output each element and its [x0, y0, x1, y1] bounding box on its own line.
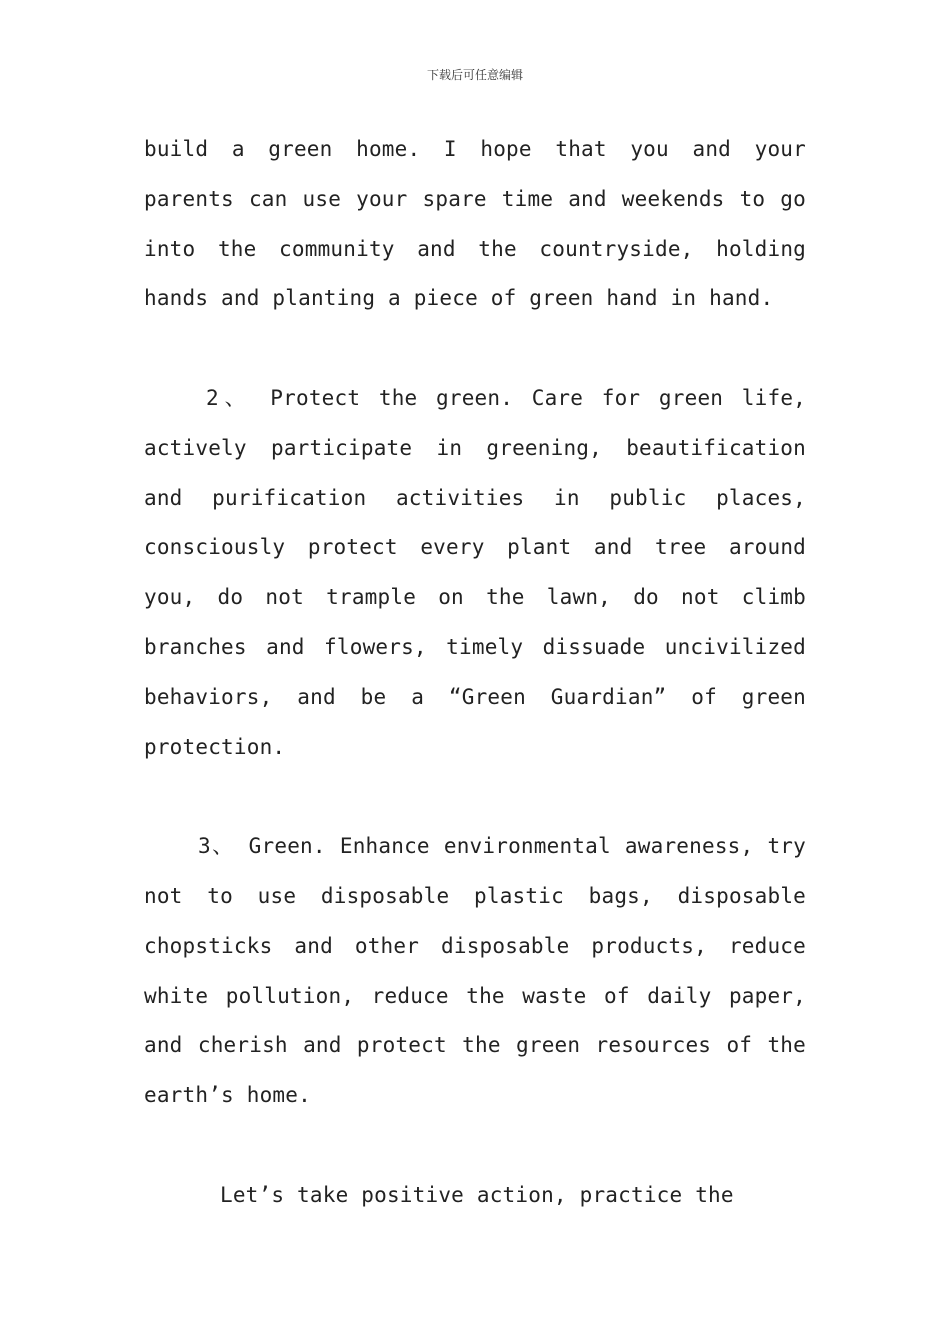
paragraph-spacer — [144, 324, 806, 374]
paragraph-spacer — [144, 772, 806, 822]
paragraph-green-awareness: 3、 Green. Enhance environmental awareness, try not to use disposable plastic bags, disposable chopsticks and other disposable products, reduce white pollution, reduce the waste of daily paper, and cherish and protect the green resources of the earth’s home. — [144, 834, 806, 1108]
paragraph-spacer — [144, 1121, 806, 1171]
paragraph-protect-green: 2、 Protect the green. Care for green life, actively participate in greening, beautification and purification activities in public places, consciously protect every plant and tree around you, do not trample on the lawn, do not climb branches and flowers, timely dissuade uncivilized behaviors, and be a “Green Guardian” of green protection. — [144, 385, 806, 759]
page-header-note: 下载后可任意编辑 — [426, 68, 523, 82]
document-body — [144, 125, 806, 1221]
paragraph-green-home: build a green home. I hope that you and your parents can use your spare time and weekends to go into the community and the countryside, holding hands and planting a piece of green hand in hand. — [144, 137, 806, 311]
paragraph-take-action: Let’s take positive action, practice the — [220, 1182, 734, 1207]
